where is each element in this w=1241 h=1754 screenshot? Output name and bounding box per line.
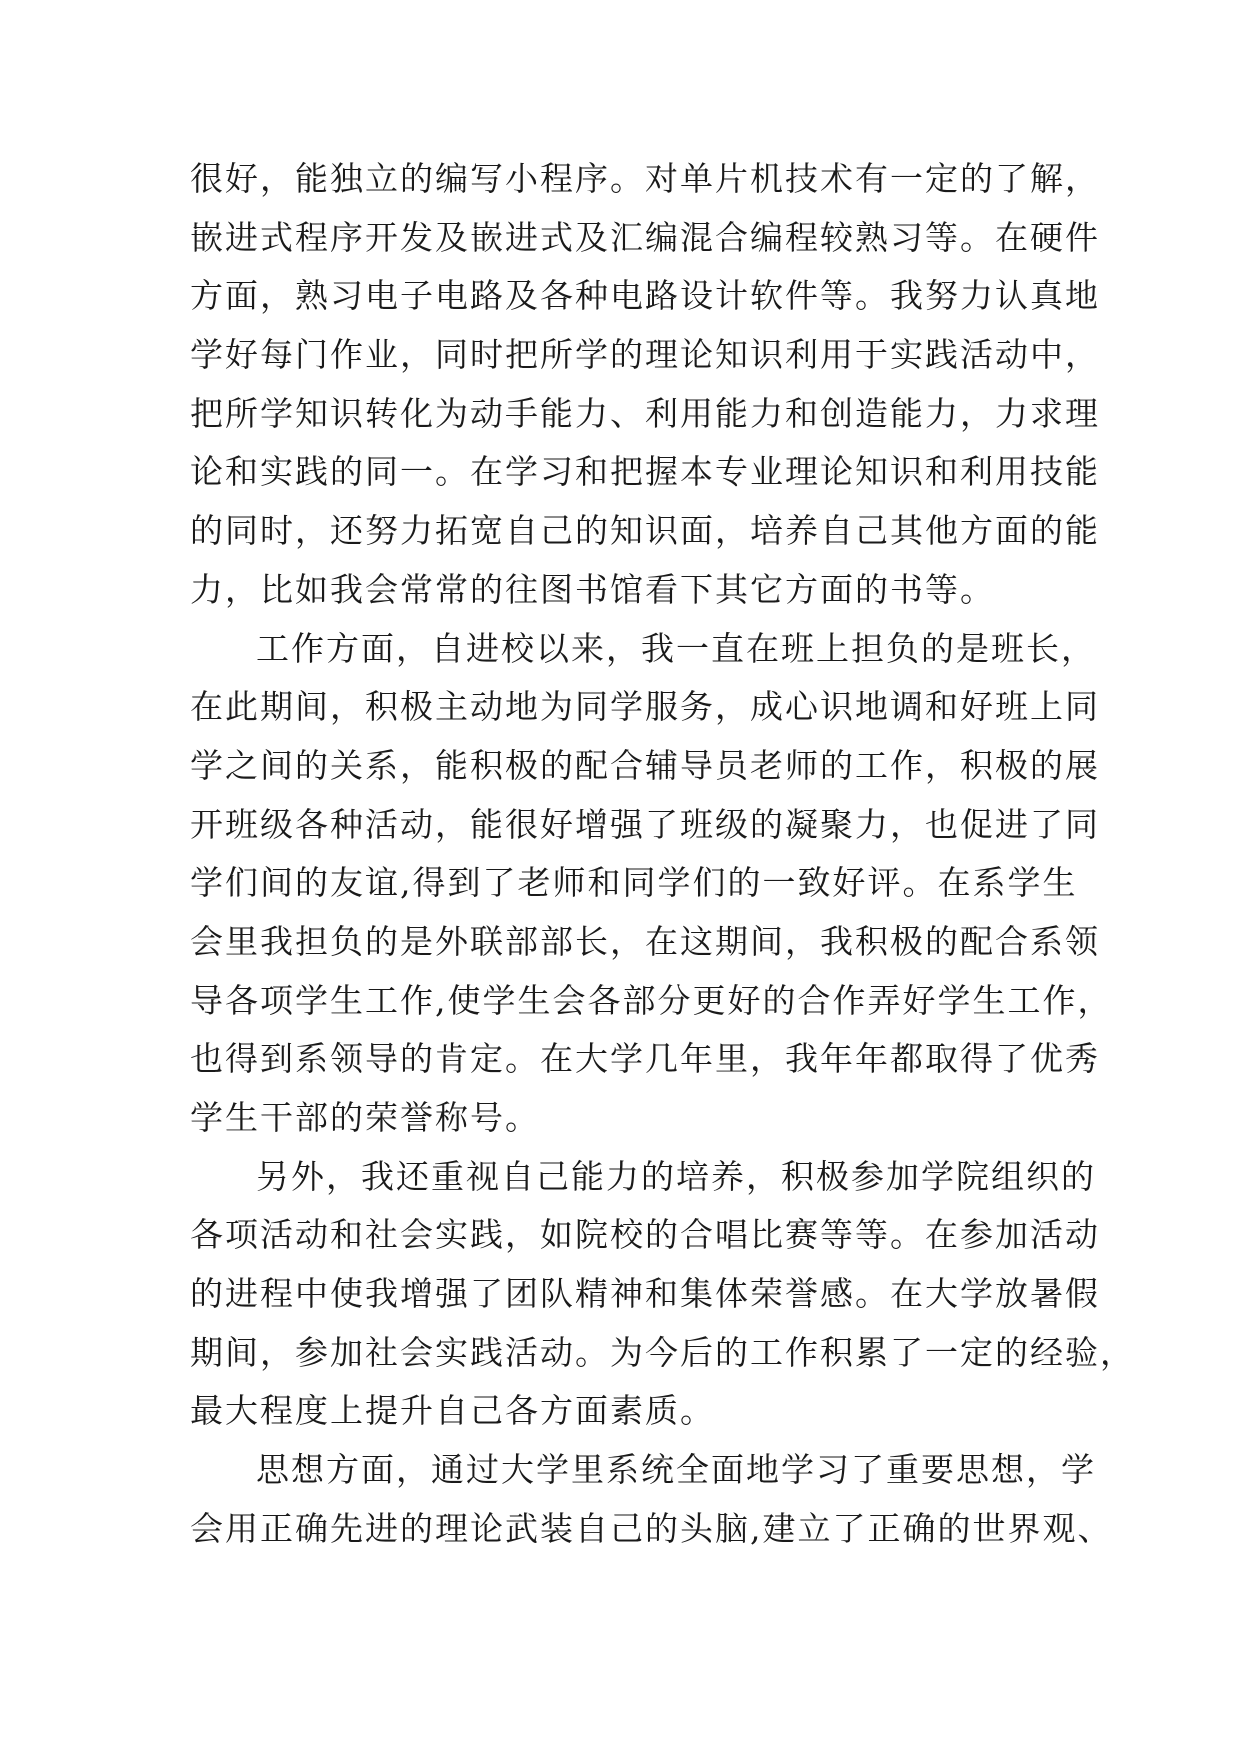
text-line: 最大程度上提升自己各方面素质。	[190, 1391, 715, 1431]
text-line: 在此期间，积极主动地为同学服务，成心识地调和好班上同	[190, 687, 1100, 727]
text-line: 学生干部的荣誉称号。	[190, 1098, 540, 1137]
text-line: 也得到系领导的肯定。在大学几年里，我年年都取得了优秀	[190, 1039, 1100, 1079]
text-line: 导各项学生工作,使学生会各部分更好的合作弄好学生工作，	[190, 980, 1113, 1020]
text-line: 思想方面，通过大学里系统全面地学习了重要思想，学	[256, 1450, 1096, 1490]
text-line: 力，比如我会常常的往图书馆看下其它方面的书等。	[190, 569, 995, 609]
text-line: 学们间的友谊,得到了老师和同学们的一致好评。在系学生	[190, 863, 1078, 903]
text-line: 学好每门作业，同时把所学的理论知识利用于实践活动中，	[190, 335, 1100, 375]
text-line: 的进程中使我增强了团队精神和集体荣誉感。在大学放暑假	[190, 1274, 1100, 1314]
text-line: 开班级各种活动，能很好增强了班级的凝聚力，也促进了同	[190, 804, 1100, 844]
text-line: 论和实践的同一。在学习和把握本专业理论知识和利用技能	[190, 452, 1100, 492]
text-line: 会里我担负的是外联部部长，在这期间，我积极的配合系领	[190, 921, 1100, 961]
paragraph-1	[190, 150, 1100, 620]
text-line: 工作方面，自进校以来，我一直在班上担负的是班长，	[256, 628, 1096, 668]
paragraph-3	[190, 1148, 1135, 1441]
paragraph-2	[190, 620, 1113, 1148]
document-body	[190, 150, 1135, 1559]
text-line: 各项活动和社会实践，如院校的合唱比赛等等。在参加活动	[190, 1215, 1100, 1255]
text-line: 方面，熟习电子电路及各种电路设计软件等。我努力认真地	[190, 276, 1100, 316]
text-line: 会用正确先进的理论武装自己的头脑,建立了正确的世界观、	[190, 1508, 1113, 1548]
text-line: 的同时，还努力拓宽自己的知识面，培养自己其他方面的能	[190, 511, 1100, 551]
text-line: 嵌进式程序开发及嵌进式及汇编混合编程较熟习等。在硬件	[190, 217, 1100, 257]
text-line: 学之间的关系，能积极的配合辅导员老师的工作，积极的展	[190, 745, 1100, 785]
paragraph-4	[190, 1441, 1113, 1558]
text-line: 把所学知识转化为动手能力、利用能力和创造能力，力求理	[190, 393, 1100, 433]
text-line: 另外，我还重视自己能力的培养，积极参加学院组织的	[256, 1156, 1096, 1196]
text-line: 期间，参加社会实践活动。为今后的工作积累了一定的经验，	[190, 1332, 1135, 1372]
text-line: 很好，能独立的编写小程序。对单片机技术有一定的了解，	[190, 159, 1100, 198]
